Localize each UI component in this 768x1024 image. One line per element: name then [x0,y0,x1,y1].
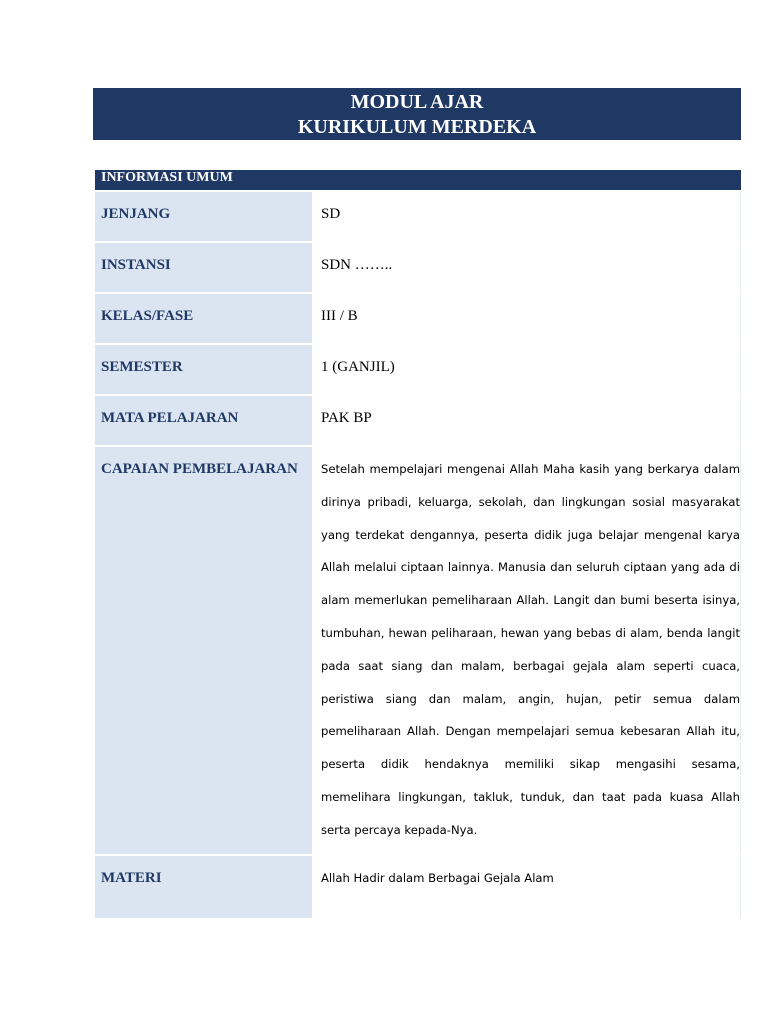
row-value: Allah Hadir dalam Berbagai Gejala Alam [314,856,741,918]
table-row-kelas-fase [95,294,741,345]
row-label: KELAS/FASE [95,294,312,343]
row-value: III / B [314,294,741,343]
table-row-instansi [95,243,741,294]
section-header-informasi-umum: INFORMASI UMUM [95,170,741,190]
info-table [95,192,741,918]
table-row-semester [95,345,741,396]
table-row-mata-pelajaran [95,396,741,447]
row-value: SDN …….. [314,243,741,292]
document-title [93,88,741,140]
row-value: PAK BP [314,396,741,445]
row-label: MATERI [95,856,312,918]
title-line-2: KURIKULUM MERDEKA [297,116,537,138]
row-value-paragraph: Setelah mempelajari mengenai Allah Maha kasih yang berkarya dalam dirinya pribadi, keluarga, sekolah, dan lingkungan sosial masyarakat yang terdekat dengannya, peserta didik juga belajar mengenal karya Allah melalui ciptaan lainnya. Manusia dan seluruh ciptaan yang ada di alam memerlukan pemeliharaan Allah. Langit dan bumi beserta isinya, tumbuhan, hewan peliharaan, hewan yang bebas di alam, benda langit pada saat siang dan malam, berbagai gejala alam seperti cuaca, peristiwa siang dan malam, angin, hujan, petir semua dalam pemeliharaan Allah. Dengan mempelajari semua kebesaran Allah itu, peserta didik hendaknya memiliki sikap mengasihi sesama, memelihara lingkungan, takluk, tunduk, dan taat pada kuasa Allah serta percaya kepada-Nya. [314,447,741,854]
table-row-jenjang [95,192,741,243]
row-label: CAPAIAN PEMBELAJARAN [95,447,312,854]
row-label: SEMESTER [95,345,312,394]
table-row-materi [95,856,741,918]
table-row-capaian-pembelajaran [95,447,741,856]
row-label: MATA PELAJARAN [95,396,312,445]
title-line-1: MODUL AJAR [350,91,484,113]
row-label: JENJANG [95,192,312,241]
row-value: SD [314,192,741,241]
row-label: INSTANSI [95,243,312,292]
row-value: 1 (GANJIL) [314,345,741,394]
